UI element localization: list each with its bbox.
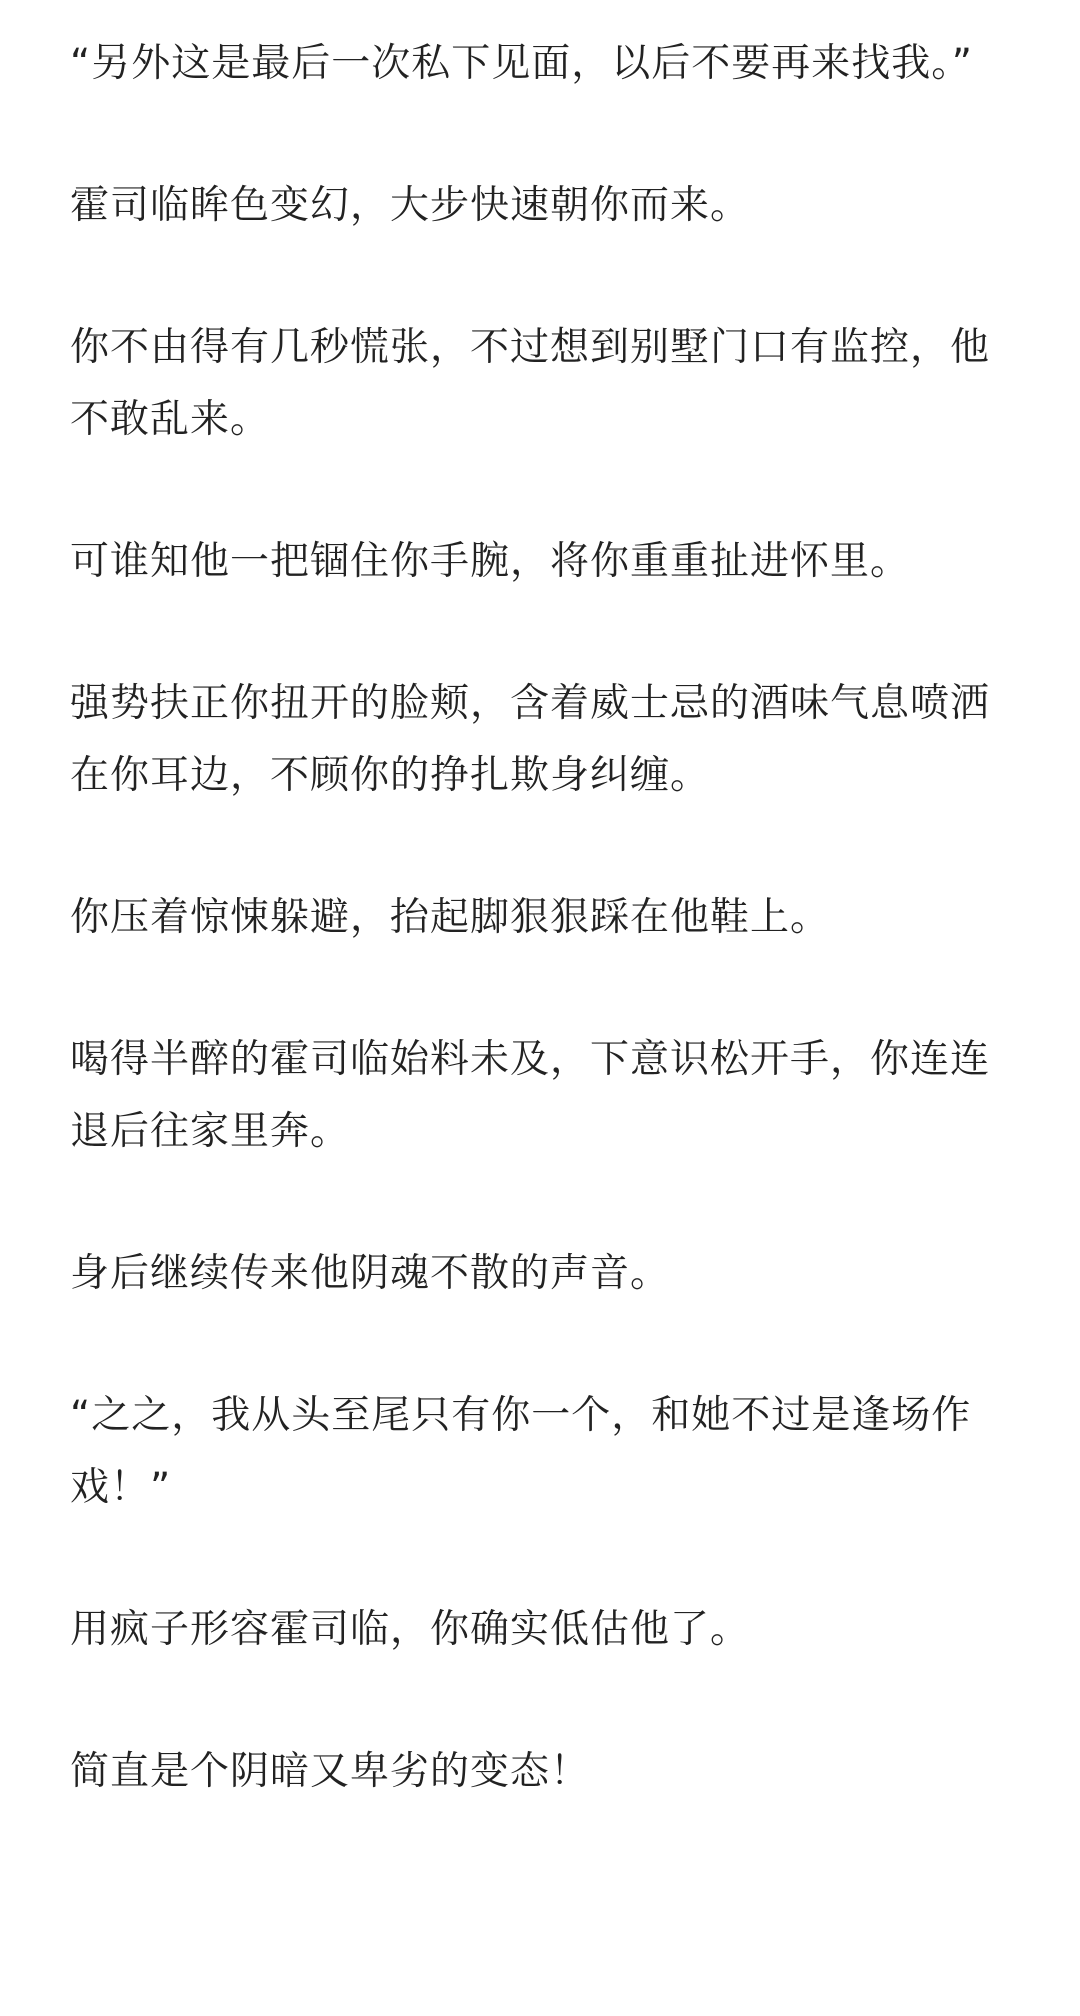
paragraph: 你压着惊悚躲避，抬起脚狠狠踩在他鞋上。 — [70, 895, 831, 940]
paragraph: “另外这是最后一次私下见面，以后不要再来找我。” — [70, 41, 973, 86]
paragraph: 霍司临眸色变幻，大步快速朝你而来。 — [70, 183, 751, 228]
paragraph: 你不由得有几秒慌张，不过想到别墅门口有监控，他不敢乱来。 — [70, 325, 991, 442]
paragraph: 简直是个阴暗又卑劣的变态！ — [70, 1749, 591, 1794]
paragraph: 可谁知他一把锢住你手腕，将你重重扯进怀里。 — [70, 539, 911, 584]
paragraph: “之之，我从头至尾只有你一个，和她不过是逢场作戏！” — [70, 1393, 972, 1510]
paragraph: 强势扶正你扭开的脸颊，含着威士忌的酒味气息喷洒在你耳边，不顾你的挣扎欺身纠缠。 — [70, 681, 991, 798]
paragraph: 身后继续传来他阴魂不散的声音。 — [70, 1251, 671, 1296]
paragraph: 用疯子形容霍司临，你确实低估他了。 — [70, 1607, 751, 1652]
paragraph: 喝得半醉的霍司临始料未及，下意识松开手，你连连退后往家里奔。 — [70, 1037, 991, 1154]
